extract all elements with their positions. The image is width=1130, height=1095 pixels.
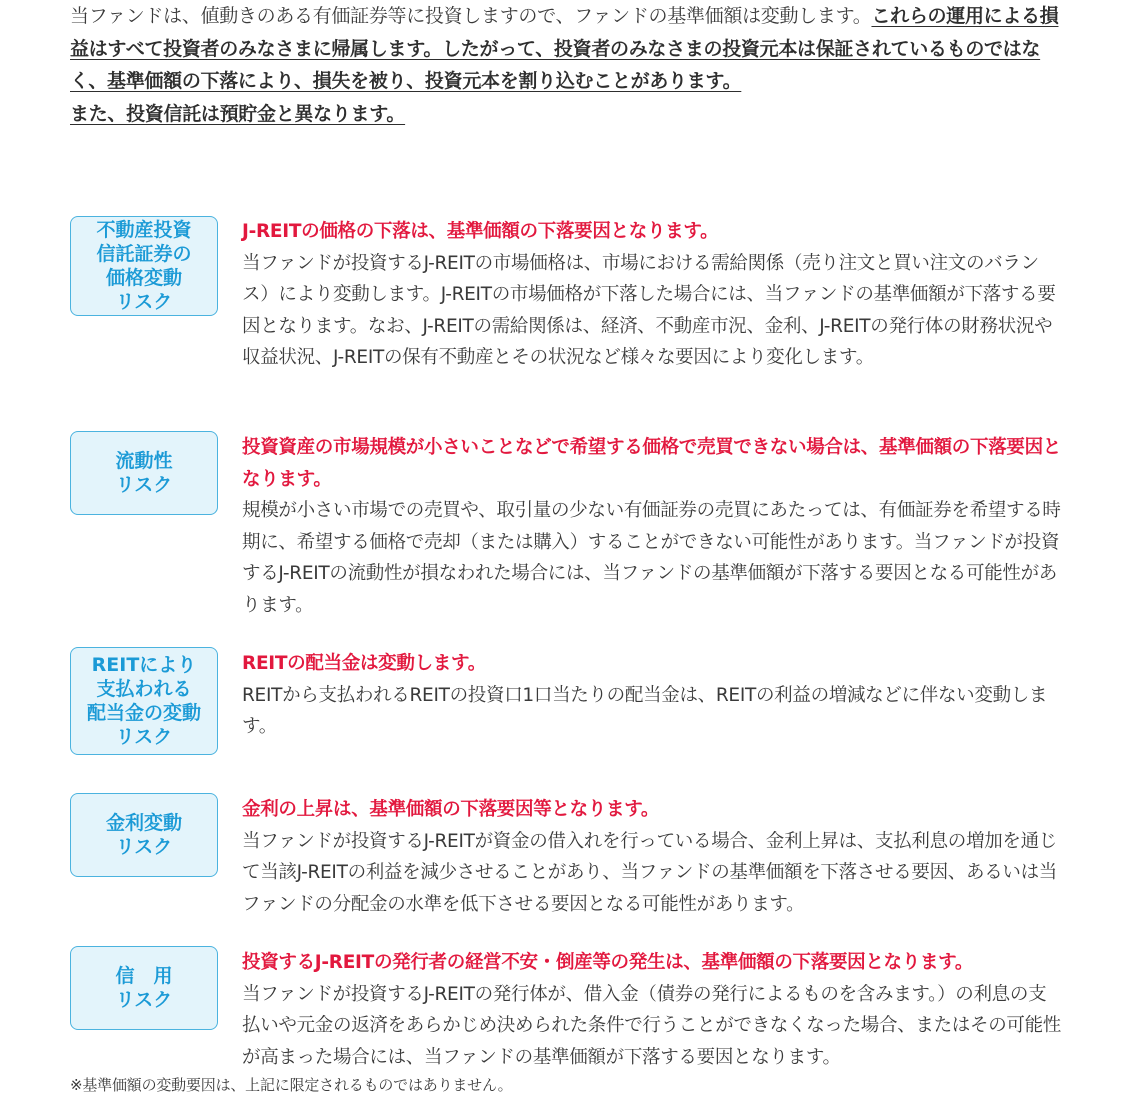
risk-label-badge	[70, 647, 218, 755]
risk-heading: J-REITの価格の下落は、基準価額の下落要因となります。	[242, 221, 719, 242]
intro-text-2	[70, 98, 1065, 131]
risk-label-line: REITにより	[91, 654, 197, 676]
risk-label-badge	[70, 431, 218, 515]
risk-label-line: 金利変動	[105, 812, 182, 834]
intro-underlined-1: これらの運用による損益はすべて投資者のみなさまに帰属します。したがって、投資者のみなさまの投資元本は保証されているものではなく、基準価額の下落により、損失を被り、投資元本を割り込むことがあります。	[70, 5, 1059, 92]
risk-label-line: 支払われる	[96, 678, 192, 700]
risk-content	[242, 432, 1062, 621]
intro-paragraph	[70, 0, 1065, 130]
risk-body: 当ファンドが投資するJ-REITの発行体が、借入金（債券の発行によるものを含みます。）の利息の支払いや元金の返済をあらかじめ決められた条件で行うことができなくなった場合、またはその可能性が高まった場合には、当ファンドの基準価額が下落する要因となります。	[242, 983, 1062, 1068]
risk-body: 当ファンドが投資するJ-REITの市場価格は、市場における需給関係（売り注文と買い注文のバランス）により変動します。J-REITの市場価格が下落した場合には、当ファンドの基準価額が下落する要因となります。なお、J-REITの需給関係は、経済、不動産市況、金利、J-REITの発行体の財務状況や収益状況、J-REITの保有不動産とその状況など様々な要因により変化します。	[242, 252, 1056, 368]
intro-text	[70, 0, 1065, 98]
risk-label-line: 不動産投資	[96, 219, 192, 241]
risk-label-line: 流動性	[115, 450, 173, 472]
risk-label-line: リスク	[115, 726, 173, 748]
risk-heading: REITの配当金は変動します。	[242, 653, 486, 674]
risk-content	[242, 216, 1062, 374]
risk-heading: 投資するJ-REITの発行者の経営不安・倒産等の発生は、基準価額の下落要因となります。	[242, 952, 974, 973]
risk-label-line: リスク	[115, 291, 173, 313]
risk-body: REITから支払われるREITの投資口1口当たりの配当金は、REITの利益の増減などに伴ない変動します。	[242, 684, 1048, 737]
risk-label-line: リスク	[115, 989, 173, 1011]
risk-label-badge	[70, 216, 218, 316]
risk-label-line: リスク	[115, 474, 173, 496]
risk-heading: 投資資産の市場規模が小さいことなどで希望する価格で売買できない場合は、基準価額の下落要因となります。	[242, 437, 1062, 490]
footnote: ※基準価額の変動要因は、上記に限定されるものではありません。	[70, 1076, 513, 1094]
risk-label-line: 価格変動	[105, 267, 182, 289]
risk-heading: 金利の上昇は、基準価額の下落要因等となります。	[242, 799, 660, 820]
intro-underlined-2: また、投資信託は預貯金と異なります。	[70, 102, 406, 125]
risk-label-line: 信託証券の	[96, 243, 192, 265]
risk-body: 規模が小さい市場での売買や、取引量の少ない有価証券の売買にあたっては、有価証券を希望する時期に、希望する価格で売却（または購入）することができない可能性があります。当ファンドが投資するJ-REITの流動性が損なわれた場合には、当ファンドの基準価額が下落する要因となる可能性があります。	[242, 500, 1061, 616]
risk-body: 当ファンドが投資するJ-REITが資金の借入れを行っている場合、金利上昇は、支払利息の増加を通じて当該J-REITの利益を減少させることがあり、当ファンドの基準価額を下落させる要因、あるいは当ファンドの分配金の水準を低下させる要因となる可能性があります。	[242, 830, 1058, 915]
risk-content	[242, 947, 1062, 1073]
risk-label-line: 配当金の変動	[86, 702, 201, 724]
risk-label-line: 信 用	[115, 965, 173, 987]
risk-content	[242, 794, 1062, 920]
risk-content	[242, 648, 1062, 743]
risk-label-line: リスク	[115, 836, 173, 858]
risk-label-badge	[70, 946, 218, 1030]
risk-label-badge	[70, 793, 218, 877]
intro-plain: 当ファンドは、値動きのある有価証券等に投資しますので、ファンドの基準価額は変動します。	[70, 5, 872, 27]
